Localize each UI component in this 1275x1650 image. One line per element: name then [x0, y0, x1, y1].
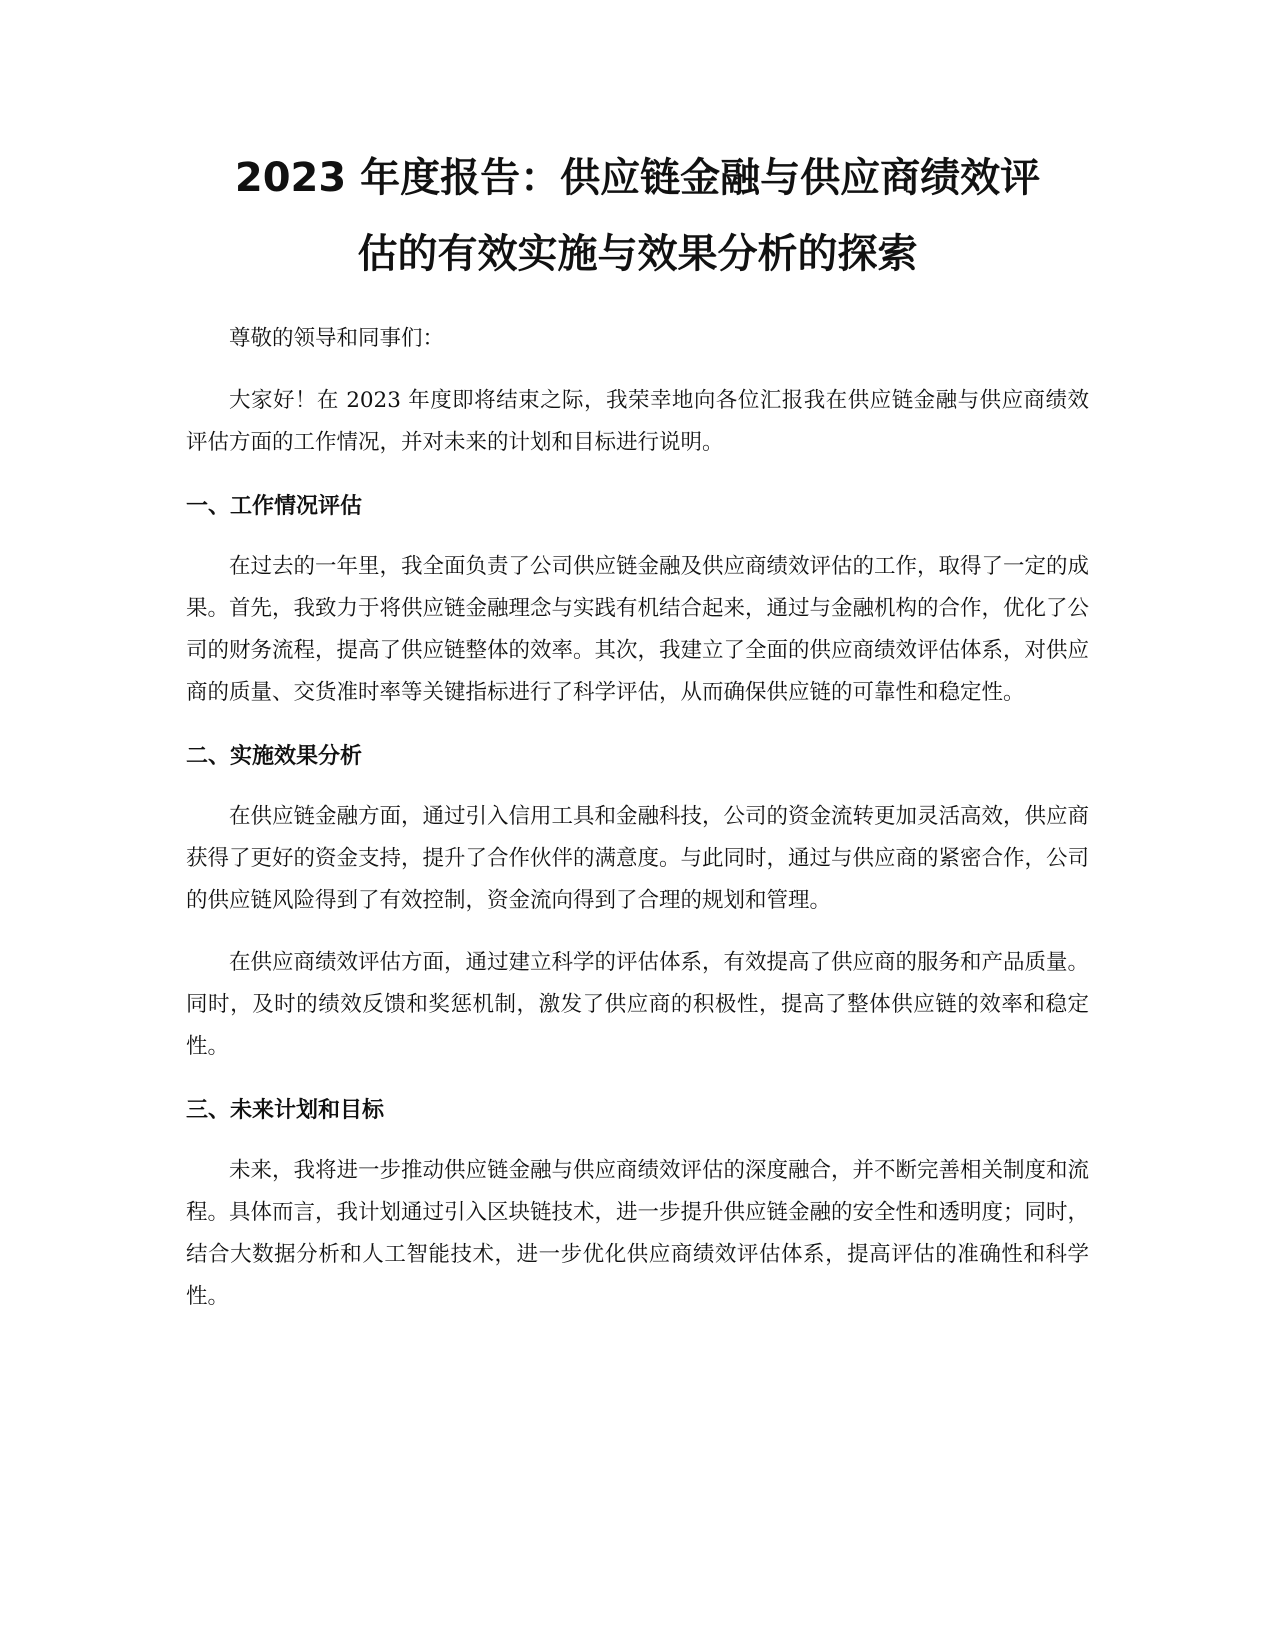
section-paragraph: 未来，我将进一步推动供应链金融与供应商绩效评估的深度融合，并不断完善相关制度和流程。具体而言，我计划通过引入区块链技术，进一步提升供应链金融的安全性和透明度；同时，结合大数据分析和人工智能技术，进一步优化供应商绩效评估体系，提高评估的准确性和科学性。	[186, 1158, 1090, 1309]
intro-paragraph: 大家好！在 2023 年度即将结束之际，我荣幸地向各位汇报我在供应链金融与供应商绩效评估方面的工作情况，并对未来的计划和目标进行说明。	[186, 388, 1089, 455]
salutation: 尊敬的领导和同事们：	[229, 326, 445, 351]
section-heading-work-evaluation: 一、工作情况评估	[186, 494, 363, 519]
section-heading-future-plans: 三、未来计划和目标	[186, 1098, 385, 1123]
document-title	[186, 140, 1089, 292]
section-heading-effect-analysis: 二、实施效果分析	[186, 744, 363, 769]
section-paragraph: 在过去的一年里，我全面负责了公司供应链金融及供应商绩效评估的工作，取得了一定的成果。首先，我致力于将供应链金融理念与实践有机结合起来，通过与金融机构的合作，优化了公司的财务流程，提高了供应链整体的效率。其次，我建立了全面的供应商绩效评估体系，对供应商的质量、交货准时率等关键指标进行了科学评估，从而确保供应链的可靠性和稳定性。	[186, 554, 1090, 705]
title-line-2: 估的有效实施与效果分析的探索	[357, 231, 918, 277]
title-line-1: 2023 年度报告：供应链金融与供应商绩效评	[234, 155, 1041, 201]
document-page	[186, 140, 1089, 1318]
section-paragraph: 在供应商绩效评估方面，通过建立科学的评估体系，有效提高了供应商的服务和产品质量。同时，及时的绩效反馈和奖惩机制，激发了供应商的积极性，提高了整体供应链的效率和稳定性。	[186, 950, 1090, 1059]
section-paragraph: 在供应链金融方面，通过引入信用工具和金融科技，公司的资金流转更加灵活高效，供应商获得了更好的资金支持，提升了合作伙伴的满意度。与此同时，通过与供应商的紧密合作，公司的供应链风险得到了有效控制，资金流向得到了合理的规划和管理。	[186, 804, 1090, 913]
